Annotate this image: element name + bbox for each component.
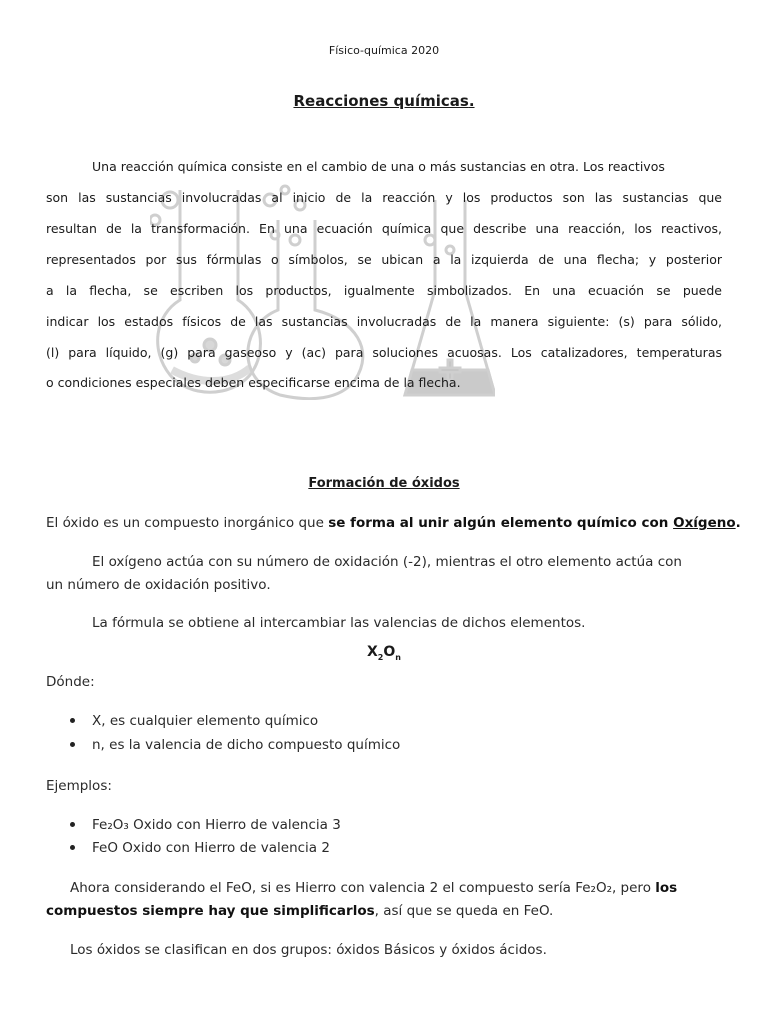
bullet-icon (70, 845, 75, 850)
oxygen-term: Oxígeno (673, 515, 736, 531)
oxidation-text-line: El oxígeno actúa con su número de oxidación (-2), mientras el otro elemento actúa con (92, 554, 682, 570)
intro-line: son las sustancias involucradas al inicio de la reacción y los productos son las sustancias que (46, 190, 722, 205)
title-text: Reacciones químicas (293, 92, 469, 110)
formula-o-sub: n (395, 652, 401, 662)
list-item: FeO Oxido con Hierro de valencia 2 (92, 840, 330, 856)
bullet-icon (70, 742, 75, 747)
intro-line: indicar los estados físicos de las sustancias involucradas de la manera siguiente: (s) para sólido, (46, 314, 722, 329)
simplify-text: Ahora considerando el FeO, si es Hierro con valencia 2 el compuesto sería Fe₂O₂, pero (70, 880, 656, 896)
section-title: Formación de óxidos (308, 476, 460, 491)
list-item: X, es cualquier elemento químico (92, 713, 319, 729)
intro-line: Una reacción química consiste en el cambio de una o más sustancias en otra. Los reactivos (92, 159, 665, 174)
formula-o: O (383, 644, 396, 660)
oxidation-text-line: un número de oxidación positivo. (46, 577, 271, 593)
intro-line: o condiciones especiales deben especificarse encima de la flecha. (46, 375, 461, 390)
intro-line: a la flecha, se escriben los productos, igualmente simbolizados. En una ecuación se puede (46, 283, 722, 298)
definition-bold: se forma al unir algún elemento químico con (328, 515, 674, 531)
bullet-icon (70, 822, 75, 827)
page-title (0, 92, 768, 110)
ejemplos-label: Ejemplos: (46, 778, 112, 794)
formula-rule-text: La fórmula se obtiene al intercambiar las valencias de dichos elementos. (92, 615, 586, 631)
bullet-icon (70, 718, 75, 723)
definition-end: . (735, 515, 741, 531)
simplify-line (70, 879, 677, 897)
formula-x-sub: 2 (377, 652, 384, 662)
title-suffix: . (468, 92, 475, 110)
simplify-bold: los (655, 880, 678, 896)
definition-line (46, 514, 741, 532)
list-item: Fe₂O₃ Oxido con Hierro de valencia 3 (92, 817, 341, 833)
classification-text: Los óxidos se clasifican en dos grupos: óxidos Básicos y óxidos ácidos. (70, 942, 547, 958)
page-header: Físico-química 2020 (328, 44, 440, 57)
list-item: n, es la valencia de dicho compuesto químico (92, 737, 401, 753)
oxide-formula (0, 644, 768, 662)
intro-line: representados por sus fórmulas o símbolos, se ubican a la izquierda de una flecha; y posterior (46, 252, 722, 267)
definition-text: El óxido es un compuesto inorgánico que (46, 515, 329, 531)
intro-line: (l) para líquido, (g) para gaseoso y (ac) para soluciones acuosas. Los catalizadores, temperaturas (46, 345, 722, 360)
simplify-bold: compuestos siempre hay que simplificarlos (46, 903, 375, 919)
simplify-text: , así que se queda en FeO. (374, 903, 554, 919)
donde-label: Dónde: (46, 674, 95, 690)
simplify-line (46, 902, 553, 920)
intro-line: resultan de la transformación. En una ecuación química que describe una reacción, los reactivos, (46, 221, 722, 236)
formula-x: X (367, 644, 378, 660)
